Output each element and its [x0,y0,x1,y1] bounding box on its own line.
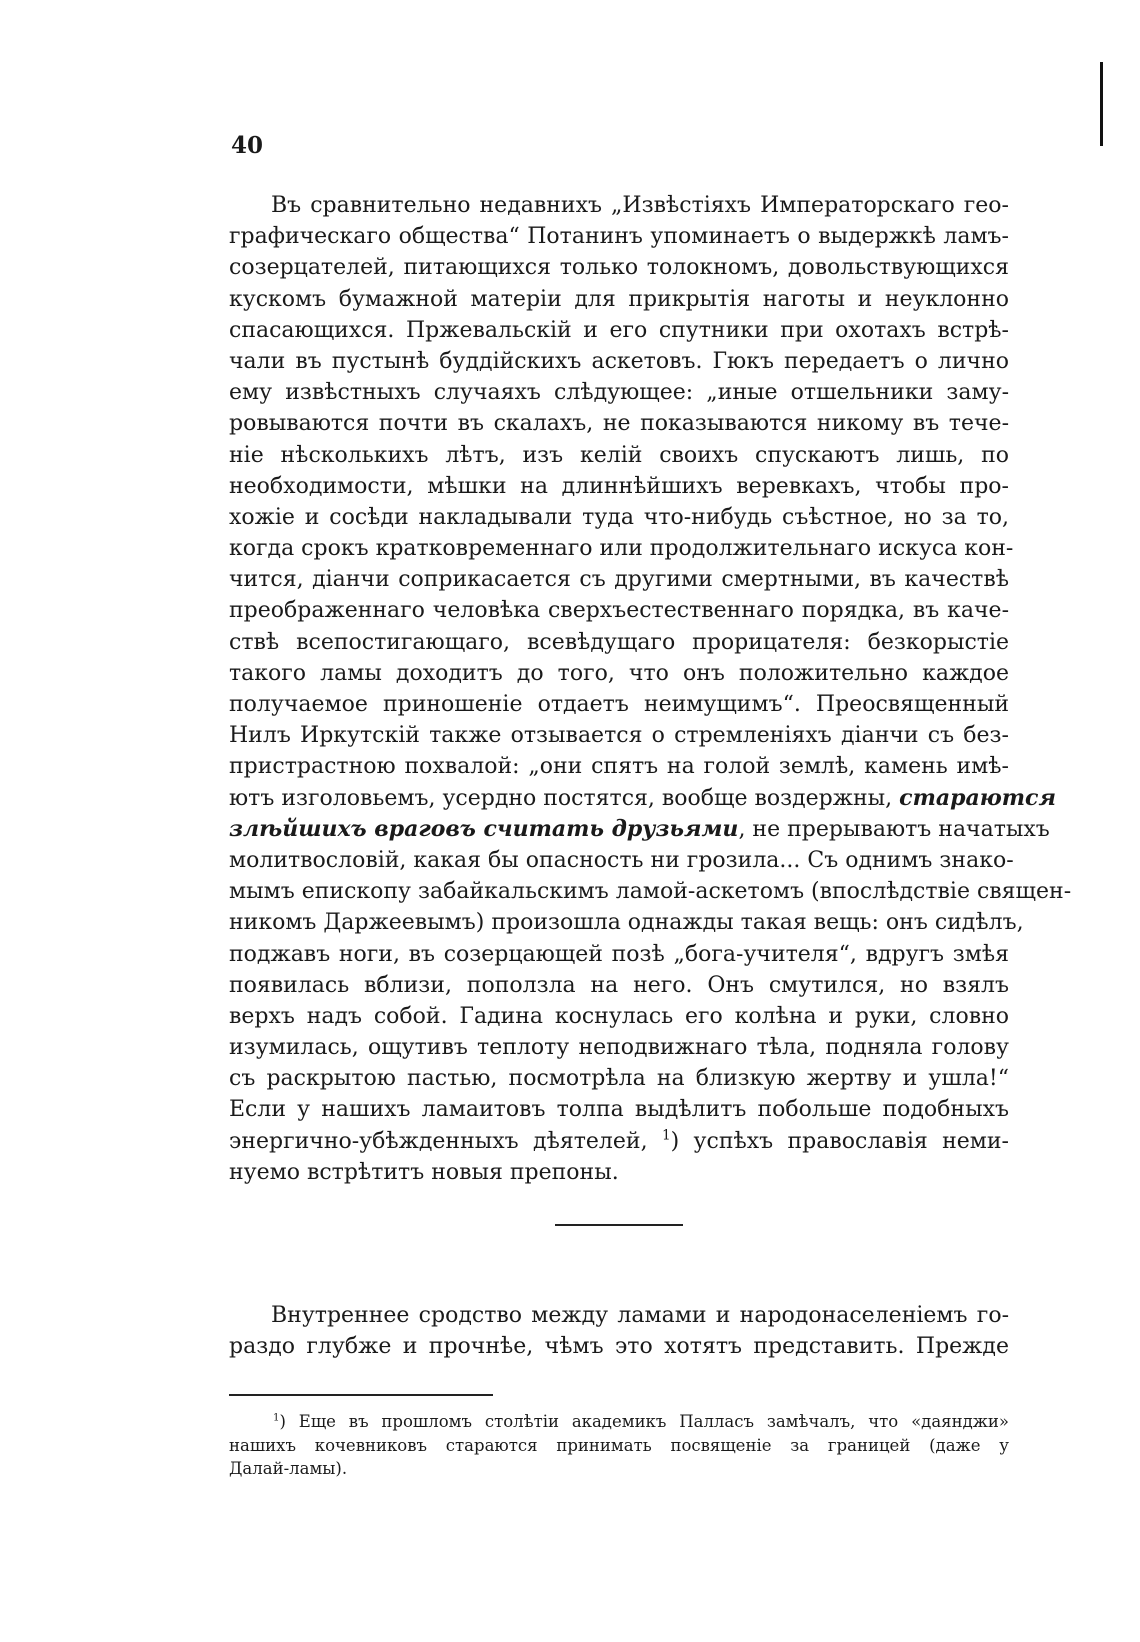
text-line: графическаго общества“ Потанинъ упоминаетъ о выдержкѣ ламъ- [229,224,1009,250]
text-line: Если у нашихъ ламаитовъ толпа выдѣлитъ побольше подобныхъ [229,1097,1009,1123]
footnote-line [229,1410,1009,1434]
text-line: кускомъ бумажной матеріи для прикрытія наготы и неуклонно [229,286,1009,312]
footnote [229,1410,1009,1481]
main-paragraph [229,190,1072,1188]
footnote-text: ) Еще въ прошломъ столѣтіи академикъ Палласъ замѣчалъ, что «даянджи» [279,1412,1009,1431]
text-line: изумилась, ощутивъ теплоту неподвижнаго тѣла, подняла голову [229,1035,1009,1061]
text-line: Въ сравнительно недавнихъ „Извѣстіяхъ Императорскаго гео- [271,193,1009,218]
text-line: получаемое приношеніе отдаетъ неимущимъ“. Преосвященный [229,692,1009,717]
text-line: чали въ пустынѣ буддійскихъ аскетовъ. Гюкъ передаетъ о лично [229,348,1009,374]
text-line [229,783,1056,814]
text-line: Внутреннее сродство между ламами и народонаселеніемъ го- [271,1303,1009,1328]
page-number: 40 [231,132,264,159]
text-line: спасающихся. Пржевальскій и его спутники при охотахъ встрѣ- [229,317,1009,343]
footnote-line: нашихъ кочевниковъ стараются принимать посвященіе за границей (даже у [229,1435,1009,1455]
footnote-ref: 1 [661,1127,671,1144]
section-divider [555,1224,683,1226]
text-fragment: энергично-убѣжденныхъ дѣятелей, [229,1128,648,1154]
emphasized-text: злѣйшихъ враговъ считать друзьями [229,815,739,842]
text-line: появилась вблизи, поползла на него. Онъ смутился, но взялъ [229,972,1009,998]
text-line: верхъ надъ собой. Гадина коснулась его колѣна и руки, словно [229,1003,1009,1029]
text-fragment: , не прерываютъ начатыхъ [738,816,1050,842]
text-line: Нилъ Иркутскій также отзывается о стремленіяхъ діанчи съ без- [229,723,1009,749]
text-line: раздо глубже и прочнѣе, чѣмъ это хотятъ представить. Прежде [229,1334,1009,1360]
text-line: молитвословій, какая бы опасность ни грозила... Съ однимъ знако- [229,847,1014,873]
text-line: когда срокъ кратковременнаго или продолжительнаго искуса кон- [229,536,1014,562]
text-fragment: ютъ изголовьемъ, усердно постятся, вообще воздержны, [229,785,893,811]
second-paragraph [229,1300,1009,1362]
text-line: нуемо встрѣтитъ новыя препоны. [229,1159,619,1185]
text-line: созерцателей, питающихся только толокномъ, довольствующихся [229,255,1009,281]
text-line: ему извѣстныхъ случаяхъ слѣдующее: „иные отшельники заму- [229,380,1009,406]
text-line: пристрастною похвалой: „они спятъ на голой землѣ, камень имѣ- [229,754,1009,780]
text-line: ніе нѣсколькихъ лѣтъ, изъ келій своихъ спускаютъ лишь, по [229,442,1009,468]
text-line: такого ламы доходитъ до того, что онъ положительно каждое [229,660,1009,686]
text-line: никомъ Даржеевымъ) произошла однажды такая вещь: онъ сидѣлъ, [229,910,1024,936]
text-line: необходимости, мѣшки на длиннѣйшихъ веревкахъ, чтобы про- [229,473,1009,499]
text-fragment: ) успѣхъ православія неми- [670,1128,1009,1154]
text-line: поджавъ ноги, въ созерцающей позѣ „бога-учителя“, вдругъ змѣя [229,941,1009,967]
footnote-divider [229,1394,493,1396]
footnote-line: Далай-ламы). [229,1459,348,1478]
text-line: съ раскрытою пастью, посмотрѣла на близкую жертву и ушла!“ [229,1066,1009,1092]
text-line: хожіе и сосѣди накладывали туда что-нибудь съѣстное, но за то, [229,504,1009,530]
text-line [229,814,1050,845]
text-line [229,1126,1009,1157]
text-line: ровываются почти въ скалахъ, не показываются никому въ тече- [229,411,1009,437]
text-line: мымъ епископу забайкальскимъ ламой-аскетомъ (впослѣдствіе священ- [229,879,1072,905]
text-line: преображеннаго человѣка сверхъестественнаго порядка, въ каче- [229,598,1009,624]
page-edge-mark [1100,62,1103,146]
text-line: чится, діанчи соприкасается съ другими смертными, въ качествѣ [229,567,1009,593]
emphasized-text: стараются [899,784,1056,811]
footnote-marker: 1 [273,1412,280,1424]
text-line: ствѣ всепостигающаго, всевѣдущаго прорицателя: безкорыстіе [229,629,1009,655]
